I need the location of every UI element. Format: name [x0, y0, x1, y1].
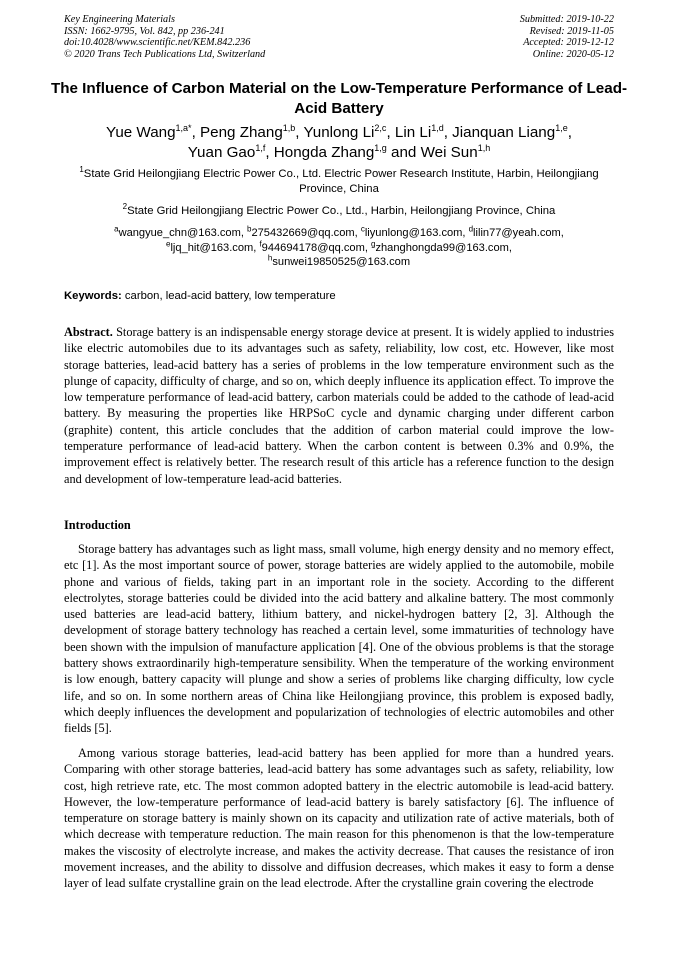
affiliation-2: $^2$State Grid Heilongjiang Electric Power Co., Ltd., Harbin, Heilongjiang Province, China [122, 202, 556, 217]
email[interactable]: $^g$zhanghongda99@163.com [371, 238, 509, 254]
author: Peng Zhang$^{1,b}$, [200, 122, 304, 141]
journal-doi: doi:10.4028/www.scientific.net/KEM.842.236 [64, 37, 251, 49]
date-revised: Revised: 2019-11-05 [529, 25, 614, 37]
date-submitted: Submitted: 2019-10-22 [519, 14, 614, 25]
section-heading-introduction: Introduction [64, 518, 131, 532]
email[interactable]: $^f$944694178@qq.com [259, 238, 365, 254]
journal-copyright: © 2020 Trans Tech Publications Ltd, Switzerland [64, 48, 266, 60]
journal-issn: ISSN: 1662-9795, Vol. 842, pp 236-241 [64, 25, 225, 37]
author: Lin Li$^{1,d}$, [394, 122, 453, 141]
affiliation-1: $^1$State Grid Heilongjiang Electric Power Co., Ltd. Electric Power Research Institute, Harbin, Heilongjiang Province, China [79, 165, 599, 195]
email[interactable]: $^d$lilin77@yeah.com [468, 224, 561, 239]
email[interactable]: $^c$liyunlong@163.com [360, 224, 463, 239]
date-accepted: Accepted: 2019-12-12 [523, 37, 614, 49]
author: Yunlong Li$^{2,c}$, [303, 122, 395, 141]
introduction-paragraph-2: Among various storage batteries, lead-acid battery has been applied for more than a hundred years. Comparing with other storage batteries, lead-acid battery has some advantages such as safety, reliability, low cost, high retrieve rate, etc. The most common adopted battery in the electric automobile is lead-acid battery. However, the low-temperature performance of lead-acid battery is barely satisfactory [6]. The influence of temperature on storage battery is mainly shown on its capacity and utilization rate of active materials, both of which decrease with temperature reduction. The main reason for this phenomenon is that the low-temperature makes the viscosity of electrolyte increase, and makes the activity decrease. That causes the resistance of iron movement increases, and the ability to dissolve and diffusion decreases, which makes it easy to form a dense layer of lead sulfate crystalline grain on the lead electrode. After the crystalline grain covering the electrode [64, 746, 614, 891]
introduction-paragraph-1: Storage battery has advantages such as light mass, small volume, high energy density and no memory effect, etc [1]. As the most important source of power, storage batteries are widely applied to the automobile, mobile phone and various of fields, taking part in an important role in the society. According to the different electrolytes, storage batteries could be divided into the acid battery and alkaline battery. The most commonly used batteries are lead-acid battery, lithium battery, and nickel-hydrogen battery [2, 3]. Although the development of storage battery technology has reached a certain level, some immaturities of technology have been shown with the impulsion of manufacture application [4]. One of the obvious problems is that the storage battery shows extraordinarily high-temperature sensibility. When the temperature of the working environment is low enough, battery capacity will plunge and show a series of problems like charging difficulty, low cycle life, and so on. In some northern areas of China like Heilongjiang province, this problem is exposed badly, which deeply influences the development and popularization of technologies of electric automobiles and other fields [5]. [64, 542, 614, 736]
author: Yuan Gao$^{1,f}$, [187, 142, 274, 161]
email[interactable]: $^b$275432669@qq.com [247, 224, 355, 239]
author-list [40, 123, 638, 163]
keywords-label: Keywords: [64, 290, 122, 302]
author: Wei Sun$^{1,h}$ [420, 142, 491, 161]
email[interactable]: $^e$ljq_hit@163.com [166, 238, 254, 254]
email[interactable]: $^a$wangyue_chn@163.com [114, 224, 241, 239]
abstract-label: Abstract. [64, 325, 113, 339]
author: Hongda Zhang$^{1,g}$ and [273, 142, 421, 161]
abstract-text: Storage battery is an indispensable energy storage device at present. It is widely applied to industries like electric automobiles due to its advantages such as safety, reliability, low cost, etc. However, like most storage batteries, lead-acid battery has a series of problems in the low temperature environment such as the plunge of capacity, difficulty of charge, and so on, which deeply influence its application effect. To improve the low temperature performance of lead-acid battery, carbon materials could be added to the cathode of lead-acid battery. By measuring the properties like HRPSoC cycle and dynamic charging under different carbon (graphite) content, this article concludes that the addition of carbon material could improve the low-temperature performance of lead-acid battery. When the carbon content is between 0.3% and 0.9%, the improvement effect is relatively better. The research result of this article has a reference function to the design and development of low-temperature lead-acid batteries. [64, 325, 614, 486]
author: Jianquan Liang$^{1,e}$, [452, 122, 572, 141]
journal-name: Key Engineering Materials [64, 14, 175, 25]
email-list: $^a$wangyue_chn@163.com, $^b$275432669@qq.com, $^c$liyunlong@163.com, $^d$lilin77@yeah.com, $^e$ljq_hit@163.com, $^f$944694178@qq.com, $^g$zhanghongda99@163.com, $^h$sunwei19850525@163.com [114, 224, 564, 268]
paper-title: The Influence of Carbon Material on the Low-Temperature Performance of Lead-Acid Battery [50, 80, 628, 117]
keywords-text: carbon, lead-acid battery, low temperature [121, 290, 336, 302]
abstract [64, 324, 614, 487]
email[interactable]: $^h$sunwei19850525@163.com [267, 253, 411, 268]
author: Yue Wang$^{1,a*}$, [106, 122, 201, 141]
keywords [64, 289, 336, 304]
publication-dates [520, 14, 614, 60]
date-online: Online: 2020-05-12 [532, 48, 614, 60]
journal-info [64, 14, 265, 60]
